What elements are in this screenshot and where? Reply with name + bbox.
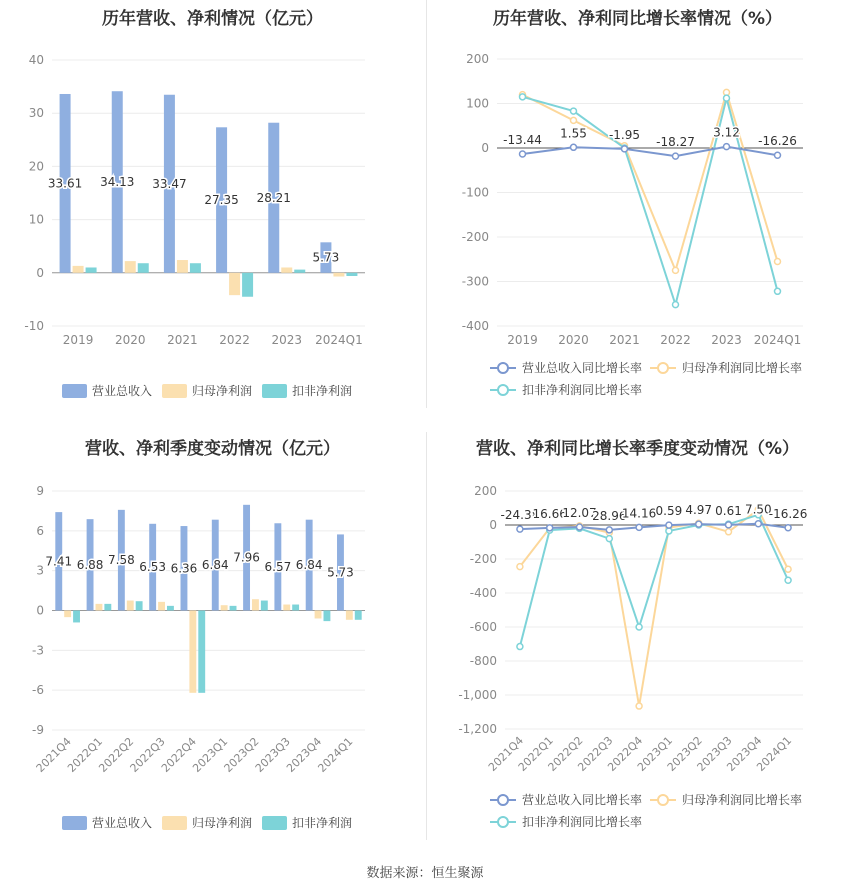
legend-swatch xyxy=(262,816,287,830)
x-tick-label: 2019 xyxy=(507,333,538,347)
bar-2 xyxy=(261,601,268,611)
bar-1 xyxy=(73,266,84,273)
chart-title: 历年营收、净利情况（亿元） xyxy=(102,9,323,29)
y-tick-label: -400 xyxy=(461,319,489,333)
y-tick-label: -400 xyxy=(469,586,497,600)
bar-2 xyxy=(86,267,97,272)
bar-1 xyxy=(229,273,240,295)
bar-2 xyxy=(346,273,357,276)
data-label: 6.36 xyxy=(170,561,198,576)
bar-1 xyxy=(127,601,134,611)
series-point-0 xyxy=(571,144,577,150)
bar-1 xyxy=(177,260,188,273)
x-tick-label: 2019 xyxy=(62,333,94,347)
series-point-0 xyxy=(636,524,642,530)
x-tick-label: 2021Q4 xyxy=(33,734,74,775)
x-tick-label: 2022Q2 xyxy=(545,733,586,774)
data-label: 27.35 xyxy=(204,193,239,208)
x-tick-label: 2024Q1 xyxy=(315,333,363,347)
x-tick-label: 2023Q4 xyxy=(284,734,325,775)
series-point-1 xyxy=(636,703,642,709)
y-tick-label: -200 xyxy=(469,552,497,566)
legend-label: 营业总收入同比增长率 xyxy=(522,793,643,807)
y-tick-label: -200 xyxy=(461,230,489,244)
y-tick-label: 30 xyxy=(28,106,44,121)
x-tick-label: 2020 xyxy=(558,333,589,347)
data-label: 7.41 xyxy=(45,554,73,569)
series-point-0 xyxy=(577,524,583,530)
x-tick-label: 2022Q1 xyxy=(65,734,106,775)
bar-1 xyxy=(333,273,344,277)
annual-revenue-profit-panel xyxy=(0,0,425,430)
series-point-2 xyxy=(571,108,577,114)
data-label: 6.88 xyxy=(76,557,104,572)
annual-growth-rate-panel xyxy=(425,0,850,430)
data-label: 6.84 xyxy=(295,558,323,573)
data-label: -13.44 xyxy=(503,132,542,147)
y-tick-label: 20 xyxy=(28,159,44,174)
legend-swatch xyxy=(162,816,187,830)
y-tick-label: -1,000 xyxy=(458,688,497,702)
legend-label: 扣非净利润 xyxy=(292,816,353,830)
data-label: 12.07 xyxy=(562,506,597,521)
bar-1 xyxy=(158,602,165,611)
legend-swatch-marker xyxy=(498,385,508,395)
series-point-2 xyxy=(785,577,791,583)
x-tick-label: 2022Q3 xyxy=(127,734,168,775)
chart-title: 历年营收、净利同比增长率情况（%） xyxy=(492,9,783,29)
legend-swatch-marker xyxy=(658,795,668,805)
x-tick-label: 2024Q1 xyxy=(753,333,802,347)
y-tick-label: 3 xyxy=(36,563,44,578)
x-tick-label: 2022 xyxy=(219,333,250,347)
data-label: 14.16 xyxy=(621,506,657,521)
series-point-0 xyxy=(606,527,612,533)
series-point-1 xyxy=(775,258,781,264)
x-tick-label: 2021 xyxy=(609,333,640,347)
quarterly-growth-rate-panel xyxy=(425,430,850,860)
x-tick-label: 2023Q1 xyxy=(634,733,676,774)
data-source-note: 数据来源：恒生聚源 xyxy=(366,866,484,881)
y-tick-label: 200 xyxy=(474,484,497,498)
data-label: 33.61 xyxy=(47,176,83,191)
data-label: -16.26 xyxy=(758,134,797,149)
data-label: -18.27 xyxy=(656,135,695,150)
legend-item xyxy=(490,382,642,397)
legend-item xyxy=(162,383,252,398)
data-label: 1.55 xyxy=(560,126,587,141)
x-tick-label: 2022Q1 xyxy=(515,733,556,774)
legend-item xyxy=(490,360,642,375)
bar-2 xyxy=(292,605,299,611)
legend-item xyxy=(650,792,802,807)
legend-item xyxy=(62,815,152,830)
bar-1 xyxy=(189,611,196,693)
quarterly-revenue-profit-bar-chart xyxy=(0,430,425,860)
x-tick-label: 2020 xyxy=(114,333,146,347)
data-label: 16.66 xyxy=(532,506,567,521)
data-label: 5.73 xyxy=(327,565,354,580)
legend-item xyxy=(262,815,352,830)
series-point-2 xyxy=(517,644,523,650)
y-tick-label: 0 xyxy=(481,141,489,155)
legend-label: 扣非净利润同比增长率 xyxy=(522,383,643,397)
x-tick-label: 2023Q2 xyxy=(221,734,262,775)
series-point-2 xyxy=(606,536,612,542)
bar-1 xyxy=(64,611,71,618)
x-tick-label: 2024Q1 xyxy=(754,733,795,774)
legend-swatch-marker xyxy=(498,817,508,827)
legend-item xyxy=(490,792,642,807)
bar-2 xyxy=(294,270,305,273)
legend-swatch xyxy=(162,384,187,398)
bar-2 xyxy=(190,263,201,273)
bar-1 xyxy=(125,261,136,273)
legend-swatch-marker xyxy=(658,363,668,373)
series-line-1 xyxy=(520,510,788,706)
x-tick-label: 2023Q2 xyxy=(664,733,705,774)
series-point-1 xyxy=(673,267,679,273)
bar-1 xyxy=(315,611,322,619)
bar-2 xyxy=(355,611,362,620)
bar-1 xyxy=(96,604,103,611)
bar-2 xyxy=(230,606,237,611)
series-point-1 xyxy=(571,117,577,123)
legend-swatch xyxy=(62,384,87,398)
bar-2 xyxy=(167,606,174,611)
series-point-0 xyxy=(517,526,523,532)
data-label: 28.96 xyxy=(592,508,627,523)
legend-label: 归母净利润同比增长率 xyxy=(682,361,803,375)
legend-item xyxy=(162,815,252,830)
bar-1 xyxy=(283,605,290,611)
y-tick-label: 0 xyxy=(489,518,497,532)
x-tick-label: 2023Q4 xyxy=(724,733,765,774)
data-label: -24.38 xyxy=(500,508,540,523)
series-point-0 xyxy=(726,522,732,528)
y-tick-label: 0 xyxy=(36,603,44,618)
x-tick-label: 2022Q4 xyxy=(605,733,646,774)
annual-growth-rate-line-chart xyxy=(425,0,850,430)
bar-1 xyxy=(346,611,353,620)
data-label: -16.26 xyxy=(768,506,808,521)
legend-item xyxy=(262,383,352,398)
data-label: 33.47 xyxy=(152,176,187,191)
series-point-0 xyxy=(696,521,702,527)
x-tick-label: 2022Q3 xyxy=(575,733,616,774)
y-tick-label: -600 xyxy=(469,620,497,634)
data-label: 4.97 xyxy=(685,503,713,518)
bar-2 xyxy=(136,601,143,610)
x-tick-label: 2023 xyxy=(271,333,303,347)
y-tick-label: 0 xyxy=(36,265,44,280)
series-point-2 xyxy=(520,94,526,100)
series-point-2 xyxy=(724,95,730,101)
bar-2 xyxy=(73,611,80,623)
x-tick-label: 2024Q1 xyxy=(315,734,356,775)
x-tick-label: 2023Q3 xyxy=(694,733,735,774)
y-tick-label: -9 xyxy=(32,723,44,737)
legend-item xyxy=(62,383,152,398)
legend-label: 营业总收入 xyxy=(92,384,153,398)
legend-swatch xyxy=(62,816,87,830)
data-label: 0.61 xyxy=(715,503,742,518)
quarterly-growth-rate-line-chart xyxy=(425,430,850,860)
chart-title: 营收、净利季度变动情况（亿元） xyxy=(85,439,340,459)
y-tick-label: -6 xyxy=(32,683,44,698)
x-tick-label: 2023Q3 xyxy=(252,734,293,775)
series-line-1 xyxy=(523,92,778,270)
legend-swatch-marker xyxy=(498,795,508,805)
y-tick-label: -800 xyxy=(469,654,497,668)
series-point-0 xyxy=(666,522,672,528)
series-point-0 xyxy=(785,525,791,531)
y-tick-label: 40 xyxy=(28,53,44,67)
y-tick-label: 6 xyxy=(36,523,44,538)
y-tick-label: 200 xyxy=(466,52,489,66)
y-tick-label: -1,200 xyxy=(458,722,497,736)
quarterly-revenue-profit-panel xyxy=(0,430,425,860)
bar-2 xyxy=(323,611,330,622)
legend-swatch xyxy=(262,384,287,398)
x-tick-label: 2022Q4 xyxy=(158,734,199,775)
y-tick-label: -10 xyxy=(24,319,44,333)
bar-1 xyxy=(252,599,259,610)
legend-swatch-marker xyxy=(498,363,508,373)
legend-label: 归母净利润同比增长率 xyxy=(682,793,803,807)
series-point-0 xyxy=(755,521,761,527)
data-label: 34.13 xyxy=(100,175,135,190)
bar-2 xyxy=(138,263,149,273)
data-label: -1.95 xyxy=(608,127,641,142)
legend-label: 营业总收入同比增长率 xyxy=(522,361,643,375)
series-point-0 xyxy=(520,151,526,157)
legend-label: 扣非净利润 xyxy=(292,384,353,398)
annual-revenue-profit-bar-chart xyxy=(0,0,425,430)
data-label: 7.50 xyxy=(744,502,772,517)
y-tick-label: 9 xyxy=(36,484,44,498)
x-tick-label: 2021 xyxy=(167,333,198,347)
legend-item xyxy=(650,360,802,375)
data-label: 0.59 xyxy=(655,504,683,519)
series-point-0 xyxy=(547,525,553,531)
legend-item xyxy=(490,814,642,829)
bar-1 xyxy=(221,605,228,610)
series-point-1 xyxy=(726,529,732,535)
series-point-0 xyxy=(673,153,679,159)
series-point-1 xyxy=(517,564,523,570)
legend-label: 营业总收入 xyxy=(92,816,153,830)
legend-label: 归母净利润 xyxy=(192,384,253,398)
series-point-0 xyxy=(622,146,628,152)
data-label: 7.96 xyxy=(233,550,260,565)
series-point-0 xyxy=(775,152,781,158)
data-label: 6.57 xyxy=(264,559,292,574)
legend-label: 归母净利润 xyxy=(192,816,253,830)
chart-title: 营收、净利同比增长率季度变动情况（%） xyxy=(475,439,800,459)
legend-label: 扣非净利润同比增长率 xyxy=(522,815,643,829)
series-point-2 xyxy=(673,302,679,308)
data-label: 3.12 xyxy=(713,125,740,140)
data-label: 7.58 xyxy=(108,553,135,568)
series-point-0 xyxy=(724,144,730,150)
series-point-1 xyxy=(785,566,791,572)
bar-2 xyxy=(104,604,111,611)
series-point-2 xyxy=(775,288,781,294)
y-tick-label: -100 xyxy=(461,185,489,200)
x-tick-label: 2021Q4 xyxy=(485,733,527,774)
data-label: 6.84 xyxy=(201,558,229,573)
y-tick-label: 10 xyxy=(28,212,44,227)
y-tick-label: -3 xyxy=(32,643,44,658)
x-tick-label: 2023Q1 xyxy=(190,734,231,775)
y-tick-label: -300 xyxy=(461,274,489,289)
x-tick-label: 2023 xyxy=(711,333,742,347)
data-label: 6.53 xyxy=(139,560,167,575)
x-tick-label: 2022Q2 xyxy=(96,734,137,775)
bar-1 xyxy=(281,267,292,272)
bar-2 xyxy=(198,611,205,693)
bar-2 xyxy=(242,273,253,297)
series-point-2 xyxy=(636,624,642,630)
data-label: 5.73 xyxy=(312,250,340,265)
y-tick-label: 100 xyxy=(466,96,489,111)
data-label: 28.21 xyxy=(256,190,291,205)
x-tick-label: 2022 xyxy=(660,333,691,347)
